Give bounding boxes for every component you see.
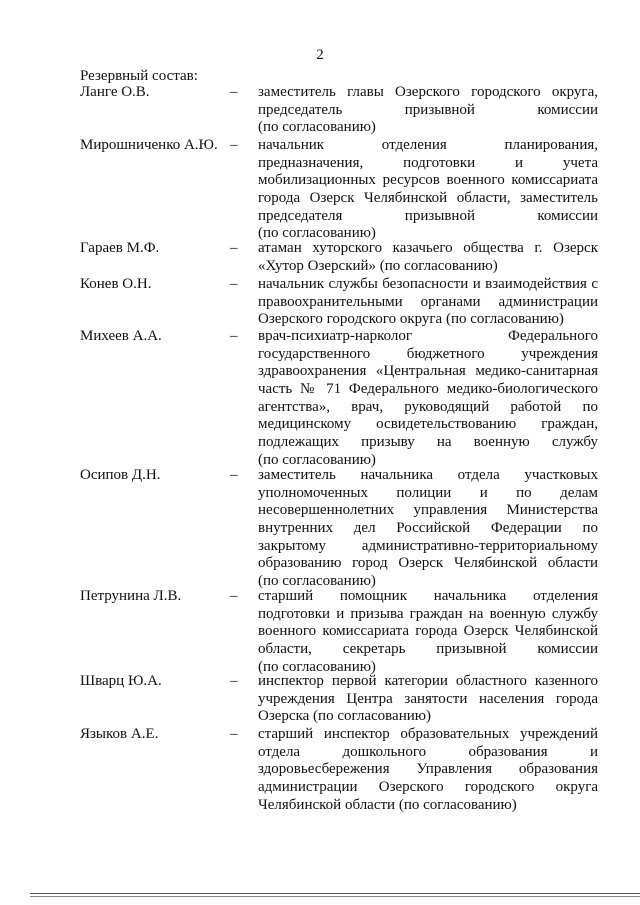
role-line: несовершеннолетних управления Министерства [258, 502, 598, 519]
role-line: инспектор первой категории областного казенного [258, 673, 598, 689]
member-name: Языков А.Е. [80, 726, 159, 742]
member-role [258, 84, 598, 137]
role-line: (по согласованию) [258, 573, 376, 590]
role-line: председатель призывной комиссии [258, 101, 598, 118]
role-line: начальник отделения планирования, [258, 137, 598, 153]
role-line: закрытому административно-территориальному [258, 537, 598, 554]
role-line: Озерска (по согласованию) [258, 708, 431, 725]
role-line: (по согласованию) [258, 658, 376, 675]
dash-separator: – [230, 467, 238, 483]
dash-separator: – [230, 726, 238, 742]
member-role [258, 276, 598, 329]
role-line: Озерского городского округа (по согласованию) [258, 311, 564, 328]
page-bottom-rule-2 [30, 896, 640, 897]
member-name: Гараев М.Ф. [80, 240, 160, 256]
member-role [258, 137, 598, 243]
role-line: председателя призывной комиссии [258, 207, 598, 224]
role-line: внутренних дел Российской Федерации по [258, 520, 598, 537]
role-line: заместитель главы Озерского городского округа, [258, 84, 598, 100]
dash-separator: – [230, 84, 238, 100]
member-name: Осипов Д.Н. [80, 467, 161, 483]
member-role [258, 328, 598, 470]
member-role [258, 673, 598, 726]
member-role [258, 726, 598, 814]
dash-separator: – [230, 328, 238, 344]
role-line: уполномоченных полиции и по делам [258, 484, 598, 501]
role-line: часть № 71 Федерального медико-биологического [258, 381, 598, 398]
role-line: здравоохранения «Центральная медико-санитарная [258, 363, 598, 380]
dash-separator: – [230, 673, 238, 689]
role-line: атаман хуторского казачьего общества г. Озерск [258, 240, 598, 256]
role-line: старший помощник начальника отделения [258, 588, 598, 604]
role-line: подготовки и призыва граждан на военную службу [258, 605, 598, 622]
role-line: подлежащих призыву на военную службу [258, 434, 598, 451]
page-bottom-rule [30, 893, 640, 894]
role-line: «Хутор Озерский» (по согласованию) [258, 257, 498, 274]
dash-separator: – [230, 240, 238, 256]
member-name: Конев О.Н. [80, 276, 152, 292]
role-line: начальник службы безопасности и взаимодействия с [258, 276, 598, 292]
role-line: государственного бюджетного учреждения [258, 345, 598, 362]
role-line: предназначения, подготовки и учета [258, 154, 598, 171]
dash-separator: – [230, 276, 238, 292]
member-role [258, 240, 598, 275]
role-line: учреждения Центра занятости населения города [258, 690, 598, 707]
dash-separator: – [230, 137, 238, 153]
role-line: здоровьесбережения Управления образования [258, 761, 598, 778]
member-name: Михеев А.А. [80, 328, 162, 344]
role-line: врач-психиатр-нарколог Федерального [258, 328, 598, 344]
role-line: старший инспектор образовательных учреждений [258, 726, 598, 742]
member-name: Петрунина Л.В. [80, 588, 182, 604]
role-line: (по согласованию) [258, 119, 376, 136]
member-role [258, 588, 598, 676]
role-line: (по согласованию) [258, 451, 376, 468]
dash-separator: – [230, 588, 238, 604]
member-role [258, 467, 598, 591]
section-title: Резервный состав: [80, 68, 198, 84]
role-line: заместитель начальника отдела участковых [258, 467, 598, 483]
member-name: Ланге О.В. [80, 84, 150, 100]
role-line: администрации Озерского городского округа [258, 779, 598, 796]
page-number: 2 [316, 47, 324, 63]
role-line: отдела дошкольного образования и [258, 743, 598, 760]
role-line: Челябинской области (по согласованию) [258, 796, 517, 813]
role-line: агентства», врач, руководящий работой по [258, 398, 598, 415]
role-line: образованию город Озерск Челябинской области [258, 555, 598, 572]
role-line: военного комиссариата города Озерск Челябинской [258, 623, 598, 640]
role-line: правоохранительными органами администрации [258, 293, 598, 310]
role-line: медицинскому освидетельствованию граждан, [258, 416, 598, 433]
member-name: Шварц Ю.А. [80, 673, 162, 689]
role-line: города Озерск Челябинской области, заместитель [258, 190, 598, 207]
role-line: области, секретарь призывной комиссии [258, 641, 598, 658]
role-line: мобилизационных ресурсов военного комиссариата [258, 172, 598, 189]
member-name: Мирошниченко А.Ю. [80, 137, 218, 153]
role-line: (по согласованию) [258, 225, 376, 242]
